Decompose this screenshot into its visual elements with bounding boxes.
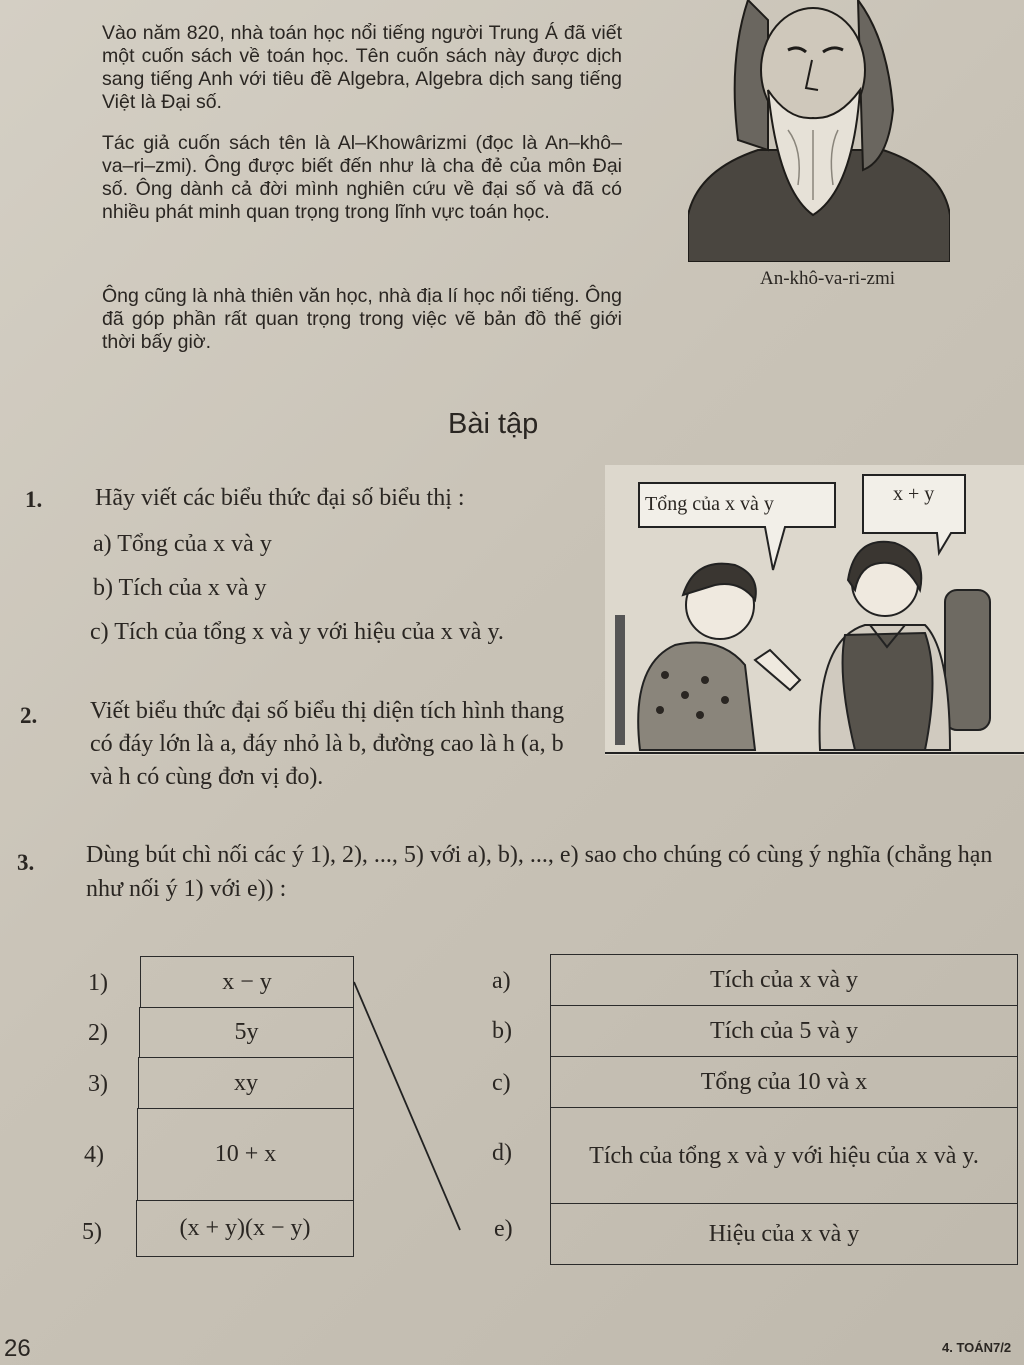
exercise-3-number: 3. [17,850,35,875]
portrait-caption: An-khô-va-ri-zmi [759,268,896,289]
speech-bubble-right: x + y [893,483,935,505]
left-item-3: xy [138,1057,354,1109]
exercise-1-prompt: Hãy viết các biểu thức đại số biểu thị : [95,485,465,511]
left-label-3: 3) [88,1071,108,1097]
right-label-b: b) [492,1018,512,1044]
right-item-e: Hiệu của x và y [550,1203,1018,1265]
intro-text-3: Ông cũng là nhà thiên văn học, nhà địa lí học nổi tiếng. Ông đã góp phần rất quan trọng trong việc vẽ bản đồ thế giới thời bấy giờ. [102,285,622,353]
left-item-4: 10 + x [137,1108,354,1201]
page-number: 26 [4,1335,31,1362]
intro-text-1: Vào năm 820, nhà toán học nổi tiếng người Trung Á đã viết một cuốn sách về toán học. Tên cuốn sách này được dịch sang tiếng Anh với tiêu đề Algebra, Algebra dịch sang tiếng Việt là Đại số. [102,22,622,113]
exercise-1-number: 1. [25,487,43,512]
right-label-e: e) [494,1216,513,1242]
cartoon-illustration [605,465,1024,755]
right-label-a: a) [492,968,511,994]
left-label-2: 2) [88,1020,108,1046]
right-item-c: Tổng của 10 và x [550,1056,1018,1108]
section-title: Bài tập [448,408,539,440]
left-label-1: 1) [88,970,108,996]
left-label-4: 4) [84,1142,104,1168]
exercise-3-text: Dùng bút chì nối các ý 1), 2), ..., 5) với a), b), ..., e) sao cho chúng có cùng ý nghĩa (chẳng hạn như nối ý 1) với e)) : [86,842,993,902]
intro-paragraph-3 [102,285,622,354]
speech-bubble-left: Tổng của x và y [645,493,774,515]
book-code: 4. TOÁN7/2 [942,1340,1012,1355]
right-item-a: Tích của x và y [550,954,1018,1006]
intro-paragraph-1 [102,22,622,114]
intro-text-2: Tác giả cuốn sách tên là Al–Khowârizmi (đọc là An–khô–va–ri–zmi). Ông được biết đến như là cha đẻ của môn Đại số. Ông dành cả đời mình nghiên cứu về đại số và đã có nhiều phát minh quan trọng trong lĩnh vực toán học. [102,132,622,223]
exercise-1a: a) Tổng của x và y [93,531,272,557]
left-item-5: (x + y)(x − y) [136,1200,354,1257]
right-item-d: Tích của tổng x và y với hiệu của x và y. [550,1107,1018,1204]
exercise-2-text: Viết biểu thức đại số biểu thị diện tích hình thang có đáy lớn là a, đáy nhỏ là b, đường cao là h (a, b và h có cùng đơn vị đo). [90,698,565,790]
intro-paragraph-2 [102,132,622,224]
right-item-b: Tích của 5 và y [550,1005,1018,1057]
exercise-2-number: 2. [20,703,38,728]
right-label-c: c) [492,1070,511,1096]
left-item-2: 5y [139,1007,354,1058]
exercise-1b: b) Tích của x và y [93,575,267,601]
exercise-1c: c) Tích của tổng x và y với hiệu của x và y. [90,619,504,645]
left-item-1: x − y [140,956,354,1008]
portrait-illustration [688,0,950,262]
right-label-d: d) [492,1140,512,1166]
left-label-5: 5) [82,1219,102,1245]
portrait-drawing [688,0,950,262]
